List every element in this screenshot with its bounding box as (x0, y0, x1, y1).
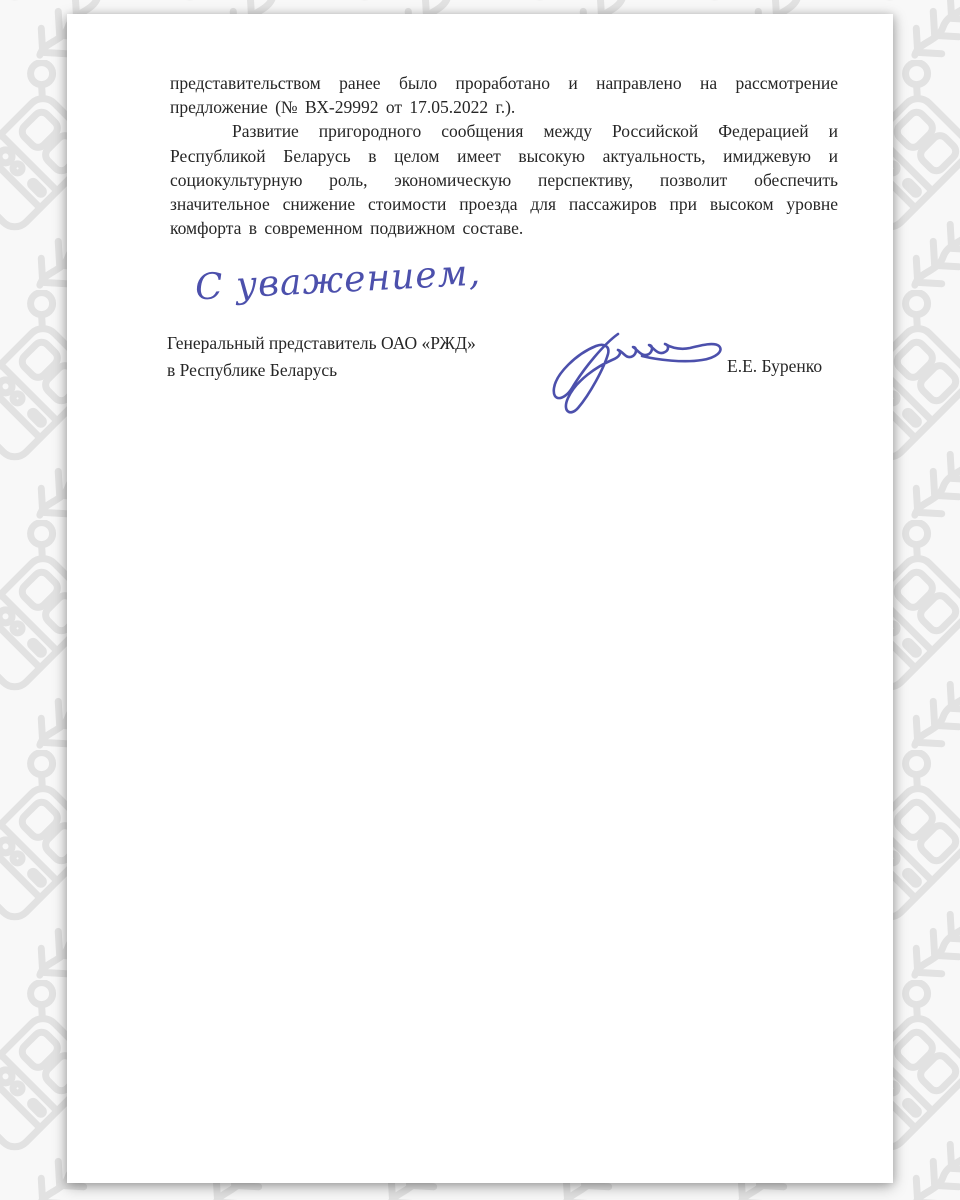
paragraph-development: Развитие пригородного сообщения между Российской Федерацией и Республикой Беларусь в целом имеет высокую актуальность, имиджевую и социокультурную роль, экономическую перспективу, позволит обеспечить значительное снижение стоимости проезда для пассажиров при высоком уровне комфорта в современном подвижном составе. (170, 121, 838, 239)
handwritten-closing: С уважением, (194, 252, 482, 309)
signer-title-line1: Генеральный представитель ОАО «РЖД» (167, 333, 476, 353)
signer-name: Е.Е. Буренко (727, 356, 823, 376)
signer-title-line2: в Республике Беларусь (167, 360, 338, 380)
paragraph-continuation: представительством ранее было проработано и направлено на рассмотрение предложение (№ ВХ-29992 от 17.05.2022 г.). (170, 73, 838, 118)
letter-body (170, 71, 838, 240)
signer-title-block (167, 330, 476, 384)
document-page (67, 14, 893, 1183)
signature-ink (540, 318, 740, 418)
